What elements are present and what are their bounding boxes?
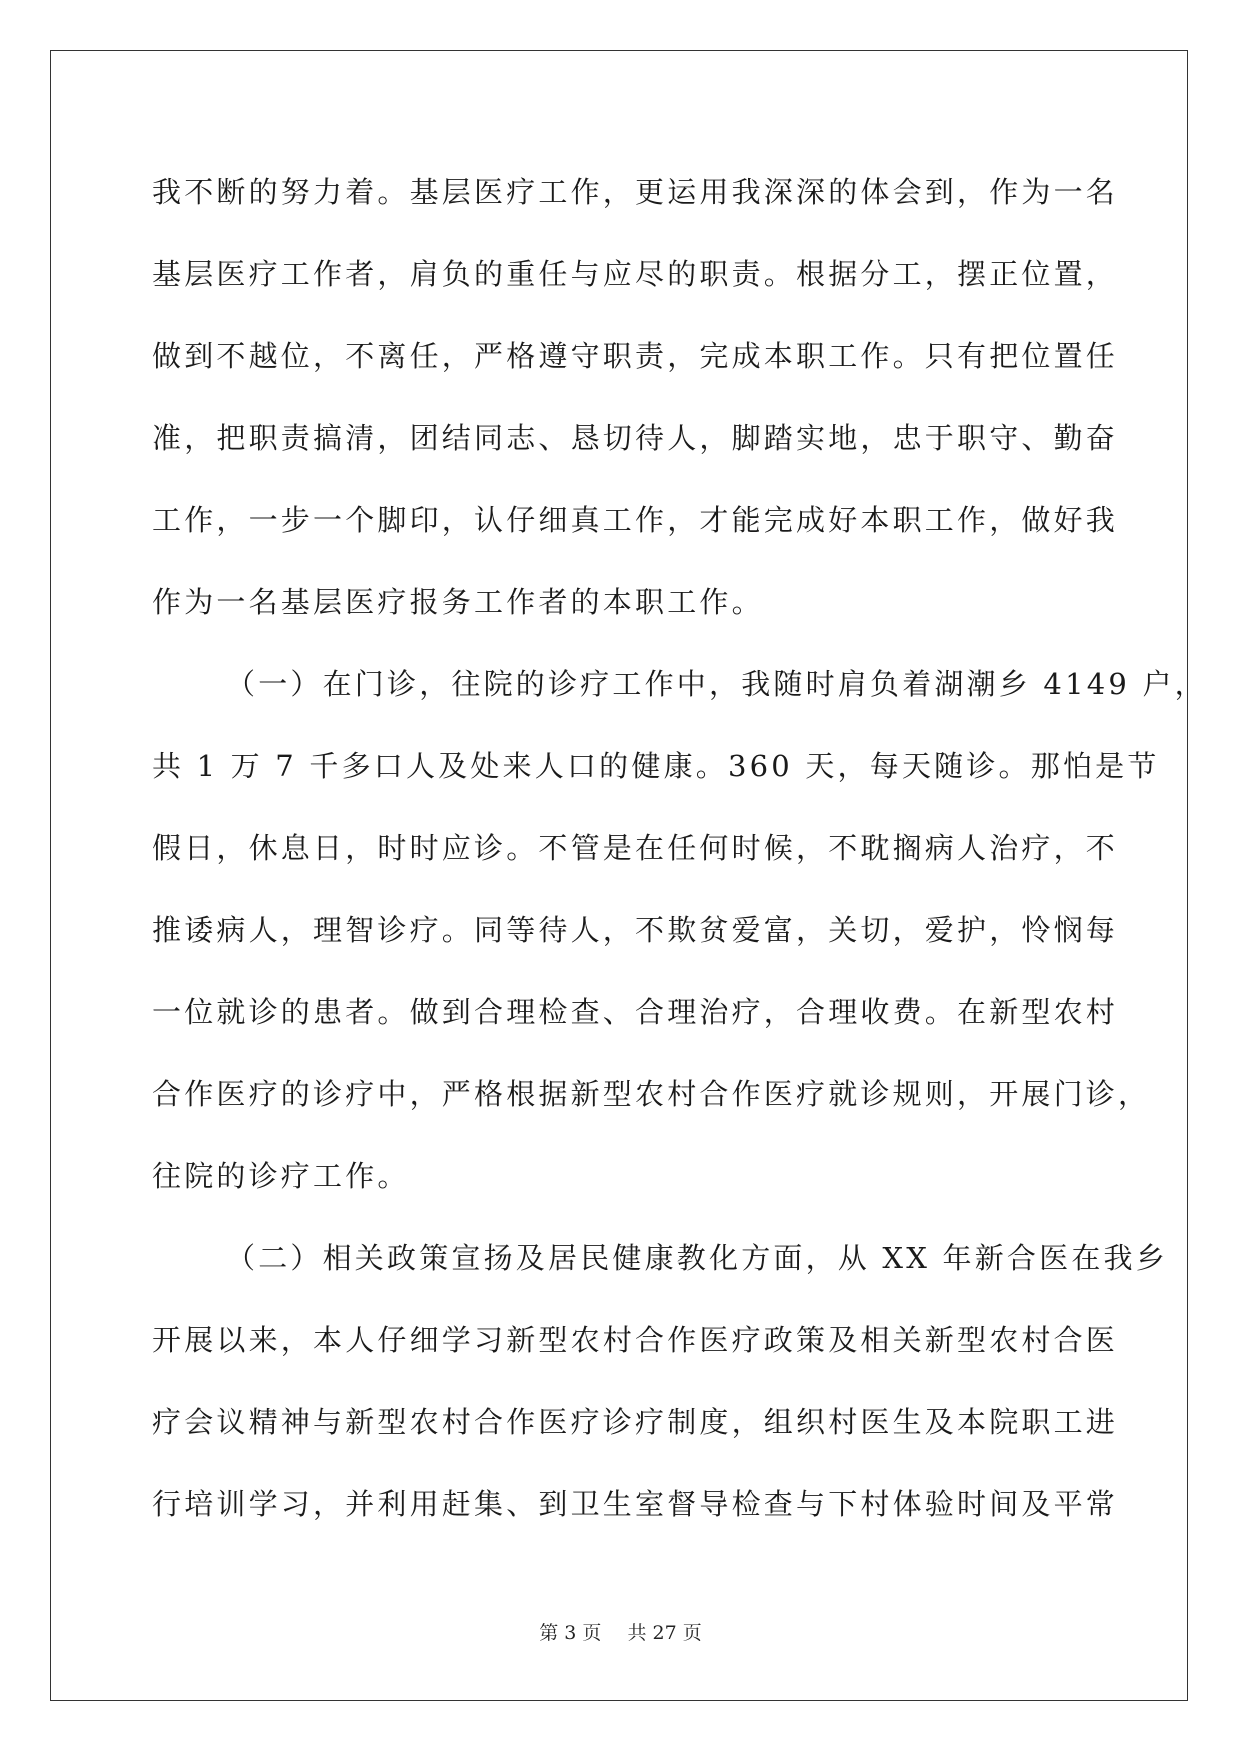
- text-line: （二）相关政策宣扬及居民健康教化方面，从 XX 年新合医在我乡: [226, 1241, 1168, 1275]
- text-line: 往院的诊疗工作。: [152, 1159, 410, 1193]
- text-line: 假日，休息日，时时应诊。不管是在任何时候，不耽搁病人治疗，不: [152, 831, 1119, 865]
- text-line: 工作，一步一个脚印，认仔细真工作，才能完成好本职工作，做好我: [152, 503, 1119, 537]
- text-line: 行培训学习，并利用赶集、到卫生室督导检查与下村体验时间及平常: [152, 1487, 1119, 1521]
- text-line: 推诿病人，理智诊疗。同等待人，不欺贫爱富，关切，爱护，怜悯每: [152, 913, 1119, 947]
- text-line: 作为一名基层医疗报务工作者的本职工作。: [152, 585, 764, 619]
- text-line: 疗会议精神与新型农村合作医疗诊疗制度，组织村医生及本院职工进: [152, 1405, 1119, 1439]
- paragraph-2: [152, 660, 1207, 1234]
- text-line: 做到不越位，不离任，严格遵守职责，完成本职工作。只有把位置任: [152, 339, 1119, 373]
- text-line: （一）在门诊，往院的诊疗工作中，我随时肩负着湖潮乡 4149 户，: [226, 667, 1207, 701]
- text-line: 一位就诊的患者。做到合理检查、合理治疗，合理收费。在新型农村: [152, 995, 1119, 1029]
- text-line: 我不断的努力着。基层医疗工作，更运用我深深的体会到，作为一名: [152, 175, 1119, 209]
- text-line: 基层医疗工作者，肩负的重任与应尽的职责。根据分工，摆正位置，: [152, 257, 1119, 291]
- document-body: [152, 168, 1207, 1562]
- page-number: 第 3 页: [539, 1622, 602, 1644]
- text-line: 共 1 万 7 千多口人及处来人口的健康。360 天，每天随诊。那怕是节: [152, 749, 1160, 783]
- text-line: 合作医疗的诊疗中，严格根据新型农村合作医疗就诊规则，开展门诊，: [152, 1077, 1151, 1111]
- paragraph-1: [152, 168, 1119, 660]
- page-total: 共 27 页: [627, 1622, 702, 1644]
- paragraph-3: [152, 1234, 1168, 1562]
- text-line: 开展以来，本人仔细学习新型农村合作医疗政策及相关新型农村合医: [152, 1323, 1119, 1357]
- text-line: 准，把职责搞清，团结同志、恳切待人，脚踏实地，忠于职守、勤奋: [152, 421, 1119, 455]
- page-footer: [0, 1618, 1241, 1645]
